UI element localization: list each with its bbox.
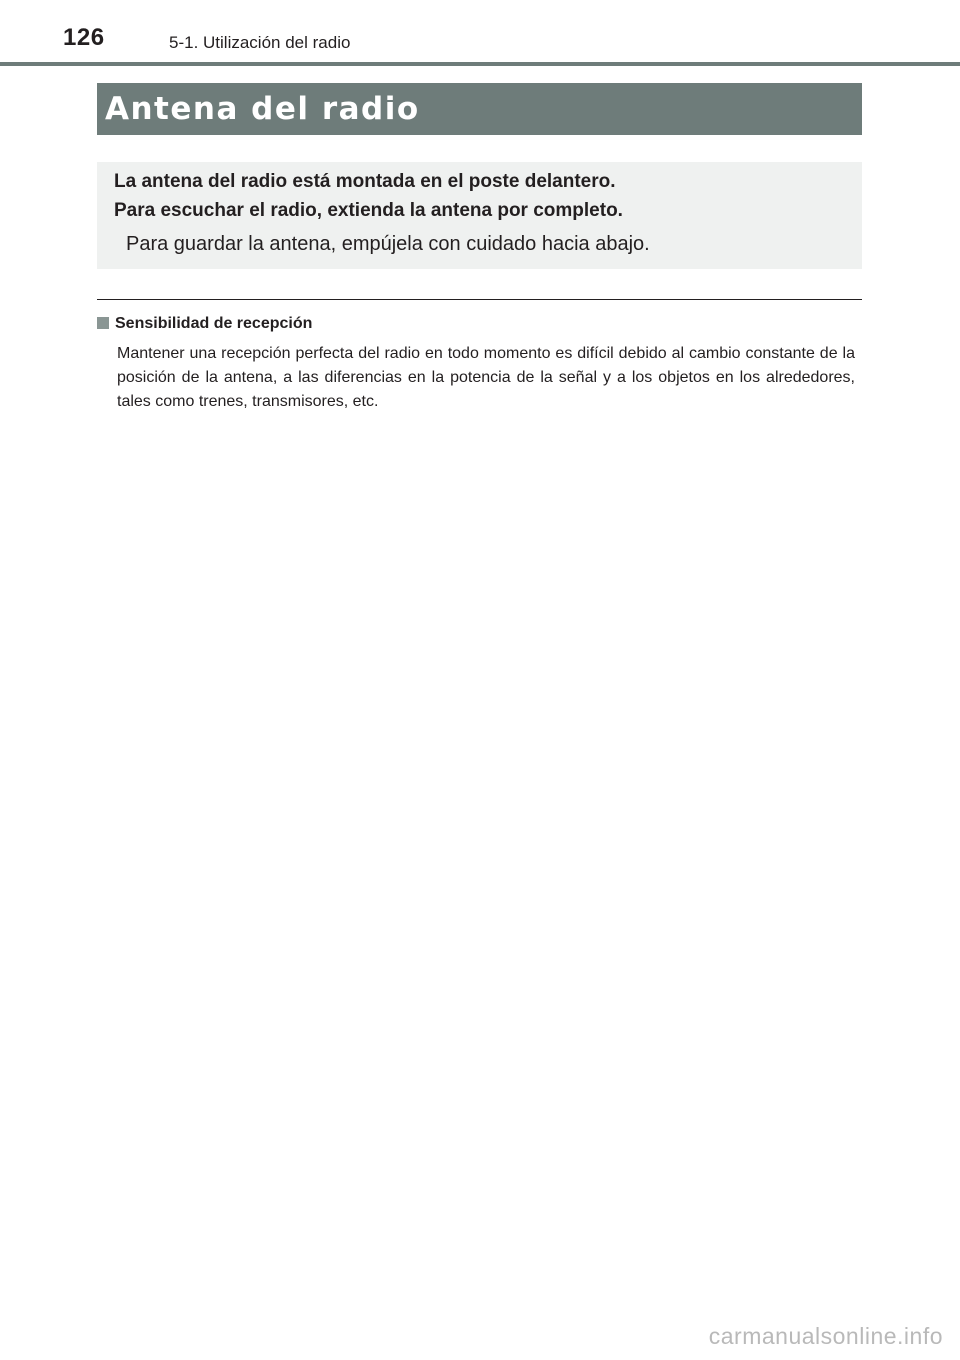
page-header (0, 0, 960, 68)
page-number: 126 (63, 24, 105, 51)
section-reference: 5-1. Utilización del radio (169, 33, 351, 52)
summary-line-1: La antena del radio está montada en el poste delantero. (114, 171, 616, 192)
summary-box (97, 162, 862, 269)
title-bar (97, 83, 862, 135)
watermark: carmanualsonline.info (708, 1323, 943, 1349)
summary-line-2: Para escuchar el radio, extienda la antena por completo. (114, 200, 623, 221)
subsection-heading-text: Sensibilidad de recepción (115, 315, 313, 332)
square-bullet-icon (97, 317, 109, 329)
section-divider (97, 299, 862, 300)
subsection-heading (97, 314, 312, 336)
page-title: Antena del radio (105, 91, 420, 127)
body-paragraph: Mantener una recepción perfecta del radio en todo momento es difícil debido al cambio constante de la posición de la antena, a las diferencias en la potencia de la señal y a los objetos en los alrededores, tales como trenes, transmisores, etc. (117, 345, 855, 410)
header-divider (0, 62, 960, 66)
summary-line-3: Para guardar la antena, empújela con cuidado hacia abajo. (126, 233, 650, 255)
